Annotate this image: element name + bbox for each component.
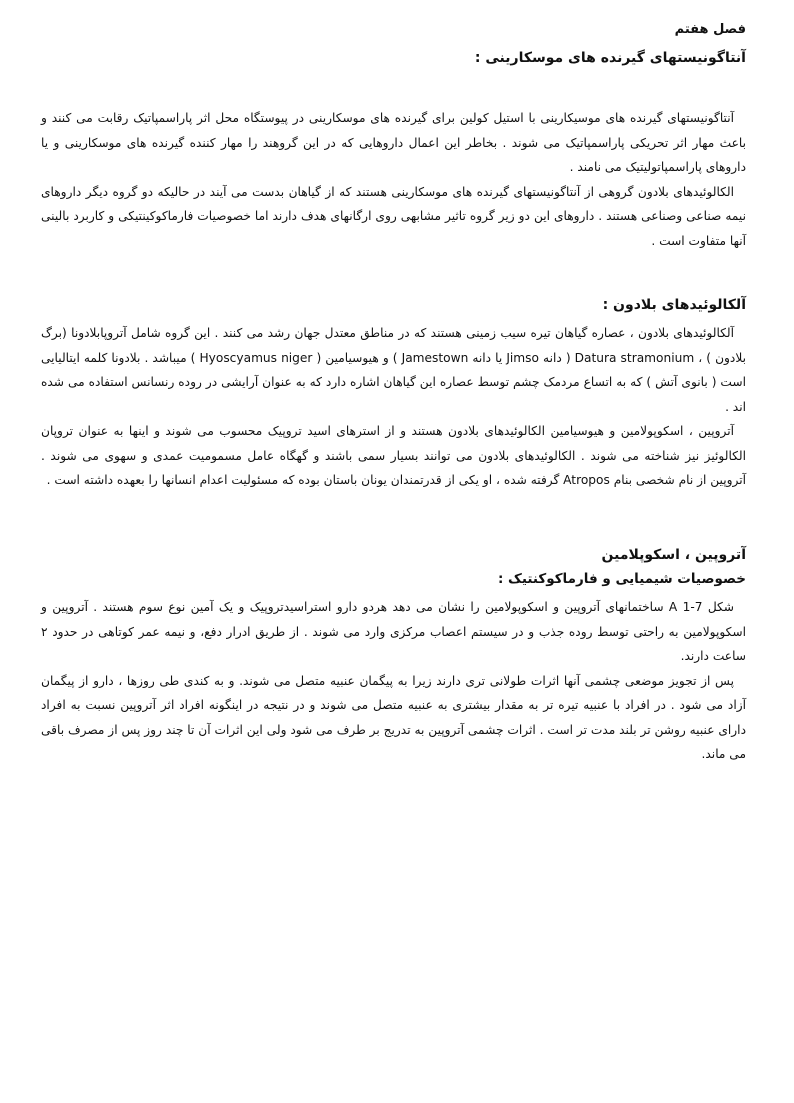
paragraph: آتروپین ، اسکوپولامین و هیوسیامین الکالوئیدهای بلادون هستند و از استرهای اسید تروپیک محسوب می شوند و اینها به عنوان تروپان الکالوئیز نیز شناخته می شوند . الکالوئیدهای بلادون می توانند بسیار سمی باشند و گهگاه عامل مسمومیت عمدی و سهوی می شوند . آتروپین از نام شخصی بنام Atropos گرفته شده ، او یکی از قدرتمندان یونان باستان بوده که مسئولیت اعدام انسانها را بعهده داشته است .	[41, 424, 746, 487]
paragraph: آنتاگونیستهای گیرنده های موسیکارینی با استیل کولین برای گیرنده های موسکارینی در پیوستگاه محل اثر پاراسمپاتیک رقابت می کنند و باعث مهار اثر تحریکی پاراسمپاتیک می شوند . بخاطر این اعمال داروهایی که در این گروهند را مهار کننده گیرنده های موسکارینی و یا داروهای پاراسمپاتولیتیک می نامند .	[41, 111, 746, 174]
section-heading: آلکالوئیدهای بلادون :	[602, 297, 746, 313]
paragraph: شکل A 1-7 ساختمانهای آتروپین و اسکوپولامین را نشان می دهد هردو دارو استراسیدتروپیک و یک آمین نوع سوم هستند . آتروپین و اسکوپولامین به راحتی توسط روده جذب و در سیستم اعصاب مرکزی وارد می شوند . از طریق ادرار دفع، و نیمه عمر کوتاهی در حدود ۲ ساعت دارند.	[41, 600, 746, 663]
intro-section	[41, 106, 746, 253]
page-title: آنتاگونیستهای گیرنده های موسکارینی :	[474, 50, 746, 66]
paragraph: آلکالوئیدهای بلادون ، عصاره گیاهان تیره سیب زمینی هستند که در مناطق معتدل جهان رشد می کنند . این گروه شامل آتروپابلادونا (برگ بلادون ) ، Datura stramonium ( دانه Jimso یا دانه Jamestown ) و هیوسیامین ( Hyoscyamus niger ) میباشد . بلادونا کلمه ایتالیایی است ( بانوی آتش ) که به اتساع مردمک چشم توسط عصاره این گیاهان اشاره دارد که به عنوان آرایشی در روده رنسانس استفاده می شده اند .	[41, 326, 746, 414]
belladonna-section	[41, 297, 746, 493]
atropine-section	[41, 547, 746, 767]
section-heading: آتروپین ، اسکوپلامین	[601, 547, 746, 563]
chapter-heading: فصل هفتم	[674, 22, 746, 37]
paragraph: پس از تجویز موضعی چشمی آنها اثرات طولانی تری دارند زیرا به پیگمان عنبیه متصل می شوند. و به کندی طی روزها ، دارو از پیگمان آزاد می شود . در افراد با عنبیه تیره تر به مقدار بیشتری به عنبیه متصل می شوند و در نتیجه در اینگونه افراد اثر آتروپین نسبت به افراد دارای عنبیه روشن تر بلند مدت تر است . اثرات چشمی آتروپین به تدریج بر طرف می شود ولی این اثرات آن تا چند روز پس از مصرف باقی می ماند.	[41, 673, 746, 761]
paragraph: الکالوئیدهای بلادون گروهی از آنتاگونیستهای گیرنده های موسکارینی هستند که از گیاهان بدست می آیند در حالیکه دو گروه دیگر داروهای نیمه صناعی وصناعی هستند . داروهای این دو زیر گروه تاثیر مشابهی روی ارگانهای هدف دارند اما خصوصیات فارماکوکینتیکی و کاربرد بالینی آنها متفاوت است .	[41, 184, 746, 248]
section-subheading: خصوصیات شیمیایی و فارماکوکنتیک :	[497, 571, 746, 587]
